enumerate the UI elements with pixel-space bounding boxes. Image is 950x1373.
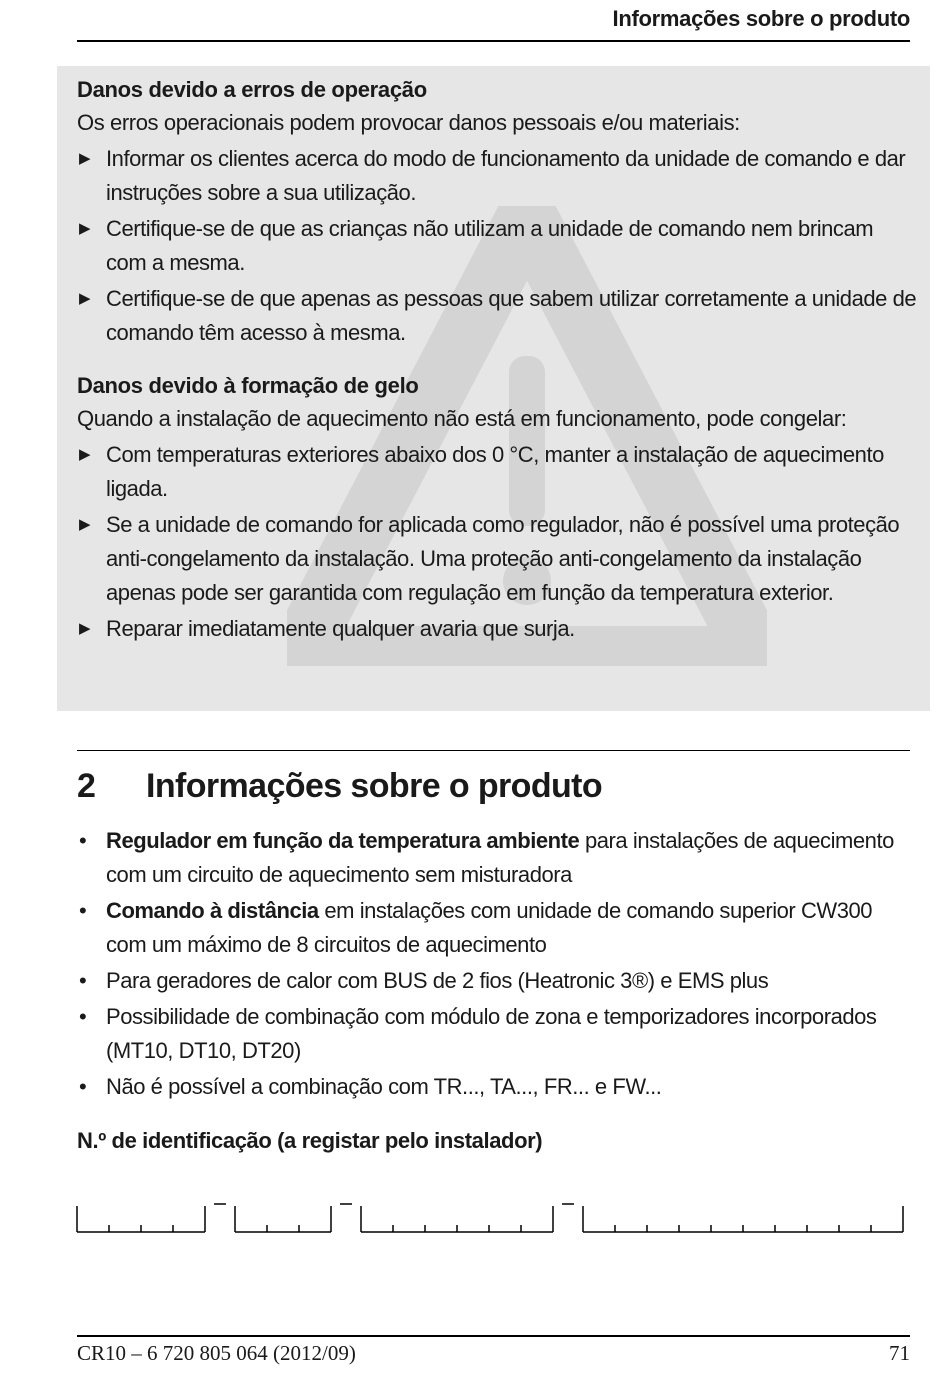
identification-segment[interactable] [235, 1206, 331, 1232]
bullet-icon: • [79, 1004, 87, 1029]
warning-step [77, 212, 917, 280]
feature-item [77, 964, 917, 998]
feature-bold-text: Regulador em função da temperatura ambiente [106, 828, 580, 853]
warning-step-text: Se a unidade de comando for aplicada como regulador, não é possível uma proteção anti-congelamento da instalação. Uma proteção anti-congelamento da instalação apenas pode ser garantida com regulação em função da temperatura exterior. [106, 512, 900, 605]
identification-segment[interactable] [583, 1206, 903, 1232]
identification-label: N.º de identificação (a registar pelo instalador) [77, 1128, 543, 1153]
feature-text: em instalações com unidade de comando superior CW300 com um máximo de 8 circuitos de aquecimento [106, 898, 873, 957]
warning-step [77, 142, 917, 210]
feature-text: Possibilidade de combinação com módulo de zona e temporizadores incorporados (MT10, DT10, DT20) [106, 1004, 877, 1063]
warning-step [77, 612, 917, 646]
feature-bold-text: Comando à distância [106, 898, 319, 923]
triangle-right-icon: ▶ [79, 516, 91, 533]
warning-intro: Os erros operacionais podem provocar danos pessoais e/ou materiais: [77, 110, 740, 135]
triangle-right-icon: ▶ [79, 220, 91, 237]
feature-list [77, 822, 917, 1106]
identification-segment[interactable] [77, 1206, 205, 1232]
section-title: Informações sobre o produto [146, 767, 603, 805]
triangle-right-icon: ▶ [79, 290, 91, 307]
page-header-title: Informações sobre o produto [612, 6, 910, 31]
page-number: 71 [889, 1341, 910, 1365]
section-number: 2 [77, 767, 96, 805]
triangle-right-icon: ▶ [79, 150, 91, 167]
triangle-right-icon: ▶ [79, 446, 91, 463]
feature-item [77, 1070, 917, 1104]
feature-text: Não é possível a combinação com TR..., TA..., FR... e FW... [106, 1074, 662, 1099]
warning-step-text: Certifique-se de que apenas as pessoas que sabem utilizar corretamente a unidade de comando têm acesso à mesma. [106, 286, 917, 345]
section-divider [77, 750, 910, 751]
header-divider [77, 40, 910, 42]
warning-content [77, 74, 917, 648]
bullet-icon: • [79, 828, 87, 853]
bullet-icon: • [79, 898, 87, 923]
feature-item [77, 1000, 917, 1068]
identification-field[interactable] [76, 1196, 916, 1241]
warning-step [77, 508, 917, 610]
bullet-icon: • [79, 968, 87, 993]
warning-step-text: Reparar imediatamente qualquer avaria que surja. [106, 616, 575, 641]
warning-step [77, 438, 917, 506]
warning-step-text: Informar os clientes acerca do modo de funcionamento da unidade de comando e dar instruções sobre a sua utilização. [106, 146, 906, 205]
triangle-right-icon: ▶ [79, 620, 91, 637]
footer-divider [77, 1335, 910, 1337]
warning-step-text: Certifique-se de que as crianças não utilizam a unidade de comando nem brincam com a mesma. [106, 216, 874, 275]
warning-step-list [77, 438, 917, 646]
identification-segment[interactable] [361, 1206, 553, 1232]
warning-intro: Quando a instalação de aquecimento não está em funcionamento, pode congelar: [77, 406, 847, 431]
warning-step [77, 282, 917, 350]
warning-step-text: Com temperaturas exteriores abaixo dos 0 °C, manter a instalação de aquecimento ligada. [106, 442, 884, 501]
warning-heading: Danos devido à formação de gelo [77, 373, 419, 398]
warning-box [57, 66, 930, 711]
feature-text: para instalações de aquecimento com um circuito de aquecimento sem misturadora [106, 828, 894, 887]
feature-item [77, 824, 917, 892]
bullet-icon: • [79, 1074, 87, 1099]
feature-item [77, 894, 917, 962]
warning-step-list [77, 142, 917, 350]
warning-heading: Danos devido a erros de operação [77, 77, 427, 102]
feature-text: Para geradores de calor com BUS de 2 fios (Heatronic 3®) e EMS plus [106, 968, 769, 993]
footer-document-id: CR10 – 6 720 805 064 (2012/09) [77, 1341, 356, 1365]
